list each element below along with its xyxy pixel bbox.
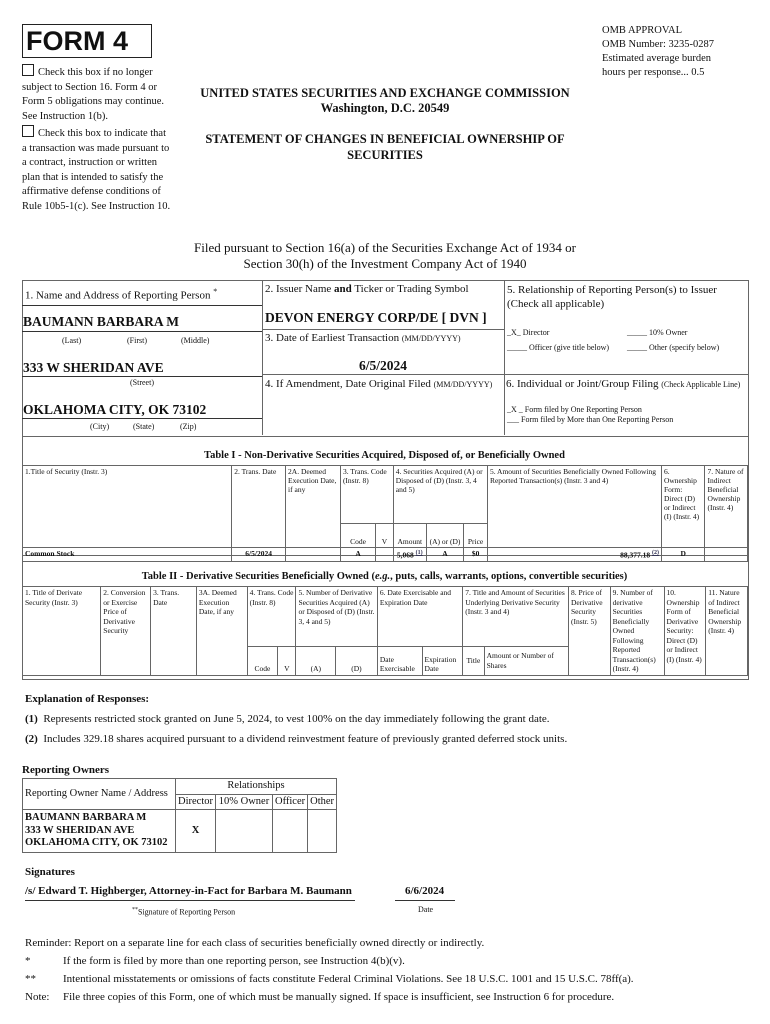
- statement-title: STATEMENT OF CHANGES IN BENEFICIAL OWNERSHIP OF: [205, 132, 565, 146]
- t1-row-amount-value: 5,068: [396, 550, 414, 560]
- person-city: OKLAHOMA CITY, OK 73102: [23, 402, 207, 417]
- reporting-owners-table: [22, 778, 337, 853]
- owner-line: BAUMANN BARBARA M: [25, 812, 147, 823]
- table2: [22, 586, 748, 676]
- filed-one-person[interactable]: _X _ Form filed by One Reporting Person: [507, 405, 642, 414]
- explanation-item: [25, 713, 755, 725]
- middle-label: (Middle): [181, 336, 210, 345]
- table2-title-c: , puts, calls, warrants, options, convertible securities): [390, 571, 628, 582]
- explanation-num: (2): [25, 733, 38, 745]
- t2-sub-a: (A): [296, 647, 336, 675]
- first-label: (First): [127, 336, 147, 345]
- t2-header-ownership-form: 10. Ownership Form of Derivative Security: Direct (D) or Indirect (I) (Instr. 4): [664, 587, 706, 676]
- separator: [22, 305, 262, 306]
- note-row: [25, 973, 755, 985]
- omb-line: OMB Number: 3235-0287: [602, 39, 714, 50]
- checkbox-10b5[interactable]: [22, 125, 172, 214]
- checkbox-section16-label: Check this box if no longer subject to Section 16. Form 4 or Form 5 obligations may continue. See Instruction 1(b).: [22, 67, 165, 122]
- col-ten-pct: 10% Owner: [215, 794, 272, 810]
- omb-line: Estimated average burden: [602, 53, 712, 64]
- t1-row-price: $0: [464, 548, 488, 562]
- box3-label-small: (MM/DD/YYYY): [401, 334, 461, 343]
- t2-header-date: 3. Trans. Date: [151, 587, 197, 676]
- reminder: Reminder: Report on a separate line for each class of securities beneficially owned directly or indirectly.: [25, 937, 485, 949]
- ten-pct-owner-check[interactable]: _____ 10% Owner: [627, 328, 688, 337]
- owner-name-header: Reporting Owner Name / Address: [23, 779, 176, 810]
- checkbox-10b5-label: Check this box to indicate that a transaction was made pursuant to a contract, instruction or written plan that is intended to satisfy the affirmative defense conditions of Rule 10b5-1(c). See Instruction 10.: [22, 128, 171, 212]
- table-row: [23, 810, 337, 853]
- relationships-header: Relationships: [176, 779, 337, 795]
- checkbox-section16[interactable]: [22, 64, 172, 124]
- explanation-item: [25, 733, 755, 745]
- t1-header-code: 3. Trans. Code (Instr. 8): [340, 466, 393, 524]
- owner-line: OKLAHOMA CITY, OK 73102: [25, 837, 168, 848]
- t2-header-number: 5. Number of Derivative Securities Acquired (A) or Disposed of (D) (Instr. 3, 4 and 5): [296, 587, 377, 647]
- omb-approval: [602, 24, 762, 80]
- signer: /s/ Edward T. Highberger, Attorney-in-Fact for Barbara M. Baumann: [25, 885, 352, 897]
- state-label: (State): [133, 422, 155, 431]
- col-director: Director: [176, 794, 216, 810]
- note-mark: Note:: [25, 991, 50, 1003]
- date-label: Date: [418, 905, 434, 914]
- signature-label-text: Signature of Reporting Person: [138, 907, 236, 917]
- box3-label-text: 3. Date of Earliest Transaction: [265, 332, 400, 344]
- t1-header-title: 1.Title of Security (Instr. 3): [23, 466, 232, 548]
- t2-sub-code: Code: [247, 647, 278, 675]
- box2-label-b: and: [334, 283, 352, 295]
- t2-sub-expiration: Expiration Date: [422, 647, 463, 675]
- note-text: If the form is filed by more than one reporting person, see Instruction 4(b)(v).: [63, 955, 405, 967]
- divider: [504, 374, 748, 375]
- t2-header-title: 1. Title of Derivate Security (Instr. 3): [23, 587, 101, 676]
- t1-row-title: Common Stock: [23, 548, 232, 562]
- earliest-transaction-date: 6/5/2024: [358, 358, 407, 373]
- omb-line: hours per response... 0.5: [602, 67, 705, 78]
- t2-header-underlying: 7. Title and Amount of Securities Underlying Derivative Security (Instr. 3 and 4): [463, 587, 569, 647]
- last-label: (Last): [62, 336, 82, 345]
- owner-address: [23, 810, 176, 853]
- checkbox-icon[interactable]: [22, 64, 34, 76]
- t2-header-conversion: 2. Conversion or Exercise Price of Derivative Security: [101, 587, 151, 676]
- explanation-heading: Explanation of Responses:: [25, 693, 150, 705]
- reporting-owners-heading: Reporting Owners: [22, 764, 110, 776]
- t1-sub-price: Price: [464, 524, 488, 548]
- t1-row-code: A: [340, 548, 375, 562]
- t2-header-code: 4. Trans. Code (Instr. 8): [247, 587, 296, 647]
- t1-header-deemed: 2A. Deemed Execution Date, if any: [286, 466, 341, 548]
- filed-pursuant: Section 30(h) of the Investment Company Act of 1940: [243, 256, 527, 271]
- box6-label-small: (Check Applicable Line): [661, 380, 741, 389]
- t2-header-exercisable: 6. Date Exercisable and Expiration Date: [377, 587, 462, 647]
- t1-row-form: D: [661, 548, 705, 562]
- t2-header-deemed: 3A. Deemed Execution Date, if any: [196, 587, 247, 676]
- box2-label-c: Ticker or Trading Symbol: [351, 283, 469, 295]
- signature-label: [132, 905, 235, 918]
- col-other: Other: [308, 794, 337, 810]
- table1: [22, 465, 748, 562]
- box1-label: [25, 287, 217, 302]
- box1-star: *: [213, 287, 218, 296]
- divider: [262, 329, 504, 330]
- t1-sub-amount: Amount: [393, 524, 426, 548]
- t1-header-date: 2. Trans. Date: [232, 466, 286, 548]
- agency-city: Washington, D.C. 20549: [320, 101, 450, 115]
- box5-sub: (Check all applicable): [507, 298, 605, 310]
- t2-sub-date-exercisable: Date Exercisable: [377, 647, 422, 675]
- note-text: Intentional misstatements or omissions of facts constitute Federal Criminal Violations. See 18 U.S.C. 1001 and 15 U.S.C. 78ff(a).: [63, 973, 634, 985]
- box4-label: [265, 378, 492, 390]
- t2-header-price: 8. Price of Derivative Security (Instr. 5): [568, 587, 610, 676]
- date-line: [395, 900, 455, 901]
- t1-header-amount-owned: 5. Amount of Securities Beneficially Owned Following Reported Transaction(s) (Instr. 3 and 4): [487, 466, 661, 548]
- table2-title-b: e.g.: [374, 571, 391, 582]
- signatures-heading: Signatures: [25, 866, 75, 878]
- agency-name: UNITED STATES SECURITIES AND EXCHANGE COMMISSION: [200, 86, 570, 100]
- officer-mark: [272, 810, 307, 853]
- explanation-text: Represents restricted stock granted on June 5, 2024, to vest 100% on the day immediately following the grant date.: [43, 713, 550, 725]
- box4-label-text: 4. If Amendment, Date Original Filed: [265, 378, 431, 390]
- box6-label: [506, 378, 740, 390]
- form-title: FORM 4: [26, 26, 129, 56]
- box3-label: [265, 332, 461, 344]
- t1-row-date: 6/5/2024: [232, 548, 286, 562]
- explanation-text: Includes 329.18 shares acquired pursuant to a dividend reinvestment feature of previously granted deferred stock units.: [43, 733, 568, 745]
- t2-sub-title: Title: [463, 647, 484, 675]
- box2-label: [265, 283, 469, 295]
- t1-row-owned-value: 88,377.18: [620, 550, 651, 560]
- t2-sub-amount: Amount or Number of Shares: [484, 647, 568, 675]
- t1-sub-aord: (A) or (D): [426, 524, 463, 548]
- street-label: (Street): [130, 378, 154, 387]
- zip-label: (Zip): [180, 422, 197, 431]
- officer-check[interactable]: _____ Officer (give title below): [507, 343, 610, 352]
- t1-sub-v: V: [376, 524, 394, 548]
- owner-line: 333 W SHERIDAN AVE: [25, 824, 135, 836]
- director-check[interactable]: _X_ Director: [507, 328, 550, 337]
- omb-line: OMB APPROVAL: [602, 25, 683, 36]
- box5-label-text: 5. Relationship of Reporting Person(s) to Issuer: [507, 284, 717, 296]
- t1-header-ownership-form: 6. Ownership Form: Direct (D) or Indirect (I) (Instr. 4): [661, 466, 705, 548]
- note-text: File three copies of this Form, one of which must be manually signed. If space is insufficient, see Instruction 6 for procedure.: [63, 991, 615, 1003]
- table2-title-a: Table II - Derivative Securities Beneficially Owned (: [141, 571, 375, 582]
- t1-row-aord: A: [426, 548, 463, 562]
- t2-sub-v: V: [278, 647, 296, 675]
- separator: [22, 418, 262, 419]
- note-row: [25, 955, 755, 967]
- table2-title: [22, 571, 747, 582]
- col-officer: Officer: [272, 794, 307, 810]
- box6-label-text: 6. Individual or Joint/Group Filing: [506, 378, 659, 390]
- t1-sub-code: Code: [340, 524, 375, 548]
- box5-label: [507, 283, 747, 311]
- form-title-box: [22, 24, 152, 58]
- t2-header-nature: 11. Nature of Indirect Beneficial Ownership (Instr. 4): [706, 587, 748, 676]
- signature-date: 6/6/2024: [405, 885, 445, 897]
- issuer-name: DEVON ENERGY CORP/DE [ DVN ]: [265, 310, 487, 325]
- box1-label-text: 1. Name and Address of Reporting Person: [25, 289, 211, 302]
- other-mark: [308, 810, 337, 853]
- box4-label-small: (MM/DD/YYYY): [433, 380, 493, 389]
- explanation-num: (1): [25, 713, 38, 725]
- signature-star: **: [132, 907, 138, 913]
- t1-header-nature: 7. Nature of Indirect Beneficial Ownership (Instr. 4): [705, 466, 748, 548]
- director-mark: X: [176, 810, 216, 853]
- other-check[interactable]: _____ Other (specify below): [627, 343, 720, 352]
- t1-header-securities: 4. Securities Acquired (A) or Disposed of (D) (Instr. 3, 4 and 5): [393, 466, 487, 524]
- divider: [504, 280, 505, 435]
- note-row: [25, 991, 755, 1003]
- filed-more-persons[interactable]: ___ Form filed by More than One Reporting Person: [507, 415, 674, 424]
- signature-line: [25, 900, 355, 901]
- table1-title: Table I - Non-Derivative Securities Acquired, Disposed of, or Beneficially Owned: [204, 450, 565, 461]
- checkbox-icon[interactable]: [22, 125, 34, 137]
- person-street: 333 W SHERIDAN AVE: [23, 360, 164, 375]
- note-mark: *: [25, 955, 31, 967]
- person-name: BAUMANN BARBARA M: [23, 314, 179, 329]
- t2-header-number-owned: 9. Number of derivative Securities Beneficially Owned Following Reported Transaction(s) (Instr. 4): [610, 587, 664, 676]
- separator: [22, 376, 262, 377]
- ten-pct-mark: [215, 810, 272, 853]
- note-mark: **: [25, 973, 36, 985]
- t2-sub-d: (D): [336, 647, 378, 675]
- city-label: (City): [90, 422, 110, 431]
- box2-label-a: 2. Issuer Name: [265, 283, 335, 295]
- footnote-link[interactable]: (1): [415, 550, 423, 556]
- statement-title: SECURITIES: [347, 148, 423, 162]
- separator: [22, 331, 262, 332]
- divider: [262, 374, 504, 375]
- footnote-link[interactable]: (2): [651, 550, 659, 556]
- filed-pursuant: Filed pursuant to Section 16(a) of the Securities Exchange Act of 1934 or: [194, 240, 576, 255]
